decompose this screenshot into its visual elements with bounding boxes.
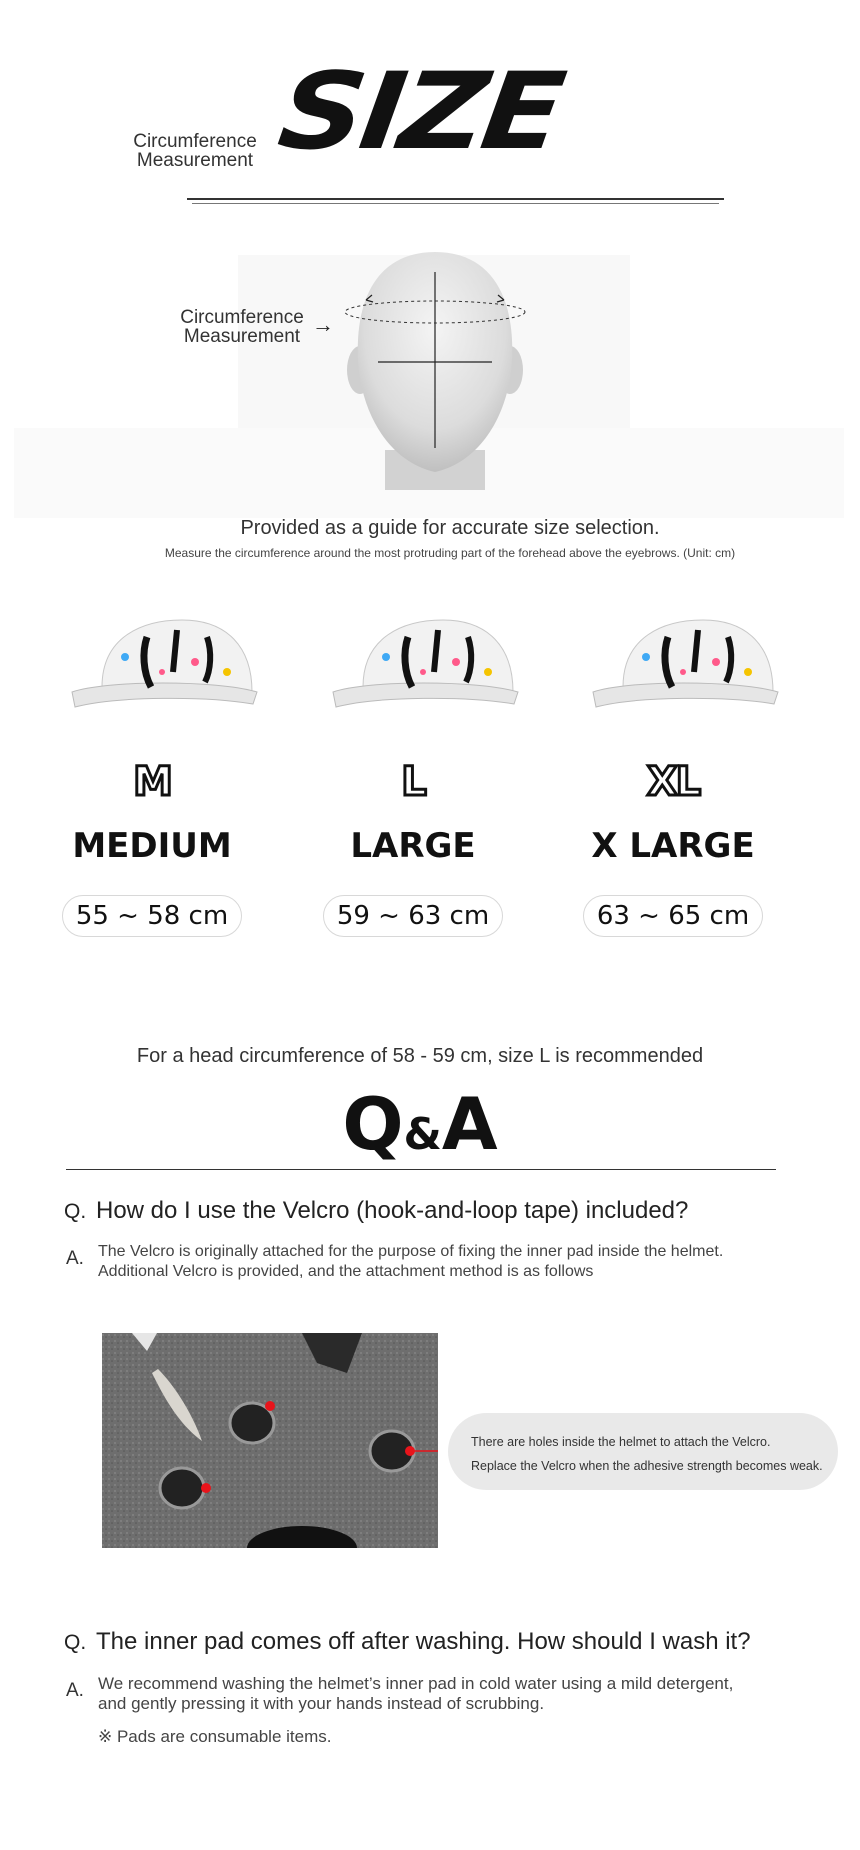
guide-instructions: Measure the circumference around the most protruding part of the forehead above the eyebrows. (Unit: cm) bbox=[164, 546, 736, 560]
helmet-image bbox=[328, 612, 528, 722]
question-1 bbox=[64, 1197, 688, 1225]
size-recommendation: For a head circumference of 58 - 59 cm, size L is recommended bbox=[136, 1045, 704, 1067]
size-name: MEDIUM bbox=[72, 826, 232, 866]
answer-mark-label: A. bbox=[66, 1248, 84, 1269]
velcro-callout: There are holes inside the helmet to attach the Velcro. Replace the Velcro when the adhesive strength becomes weak. bbox=[448, 1413, 838, 1490]
header-divider-thin bbox=[192, 203, 719, 204]
question-mark-label: Q. bbox=[64, 1200, 87, 1223]
question-text: How do I use the Velcro (hook-and-loop tape) included? bbox=[96, 1197, 689, 1224]
helmet-image bbox=[588, 612, 788, 722]
size-name: X LARGE bbox=[591, 826, 755, 866]
size-card-x-large bbox=[543, 612, 803, 937]
size-range-badge: 63 ~ 65 cm bbox=[583, 895, 763, 937]
size-range-badge: 55 ~ 58 cm bbox=[62, 895, 242, 937]
size-letter: M bbox=[133, 759, 171, 805]
helmet-image bbox=[67, 612, 267, 722]
question-mark-label: Q. bbox=[64, 1631, 87, 1654]
question-text: The inner pad comes off after washing. How should I wash it? bbox=[96, 1628, 751, 1655]
consumable-note: ※ Pads are consumable items. bbox=[98, 1727, 332, 1746]
size-letter: XL bbox=[646, 759, 700, 805]
question-2 bbox=[64, 1628, 751, 1656]
circumference-label: Circumference Measurement bbox=[180, 307, 304, 347]
header-divider bbox=[187, 198, 724, 200]
size-name: LARGE bbox=[350, 826, 476, 866]
size-range-badge: 59 ~ 63 cm bbox=[323, 895, 503, 937]
answer-1: The Velcro is originally attached for the purpose of fixing the inner pad inside the helmet. Additional Velcro is provided, and the attachment method is as follows bbox=[98, 1243, 724, 1280]
header-measurement-label: Circumference Measurement bbox=[133, 131, 257, 171]
size-card-medium bbox=[22, 612, 282, 937]
qa-divider bbox=[66, 1169, 776, 1170]
arrow-right-icon: → bbox=[312, 312, 334, 337]
page-title: SIZE bbox=[271, 49, 569, 174]
velcro-holes-photo bbox=[102, 1333, 438, 1548]
head-illustration bbox=[330, 250, 540, 490]
answer-2: We recommend washing the helmet’s inner pad in cold water using a mild detergent, and gently pressing it with your hands instead of scrubbing. bbox=[98, 1674, 734, 1713]
qa-heading: Q&A bbox=[342, 1082, 498, 1166]
size-letter: L bbox=[401, 759, 425, 805]
answer-mark-label: A. bbox=[66, 1680, 84, 1701]
guide-heading: Provided as a guide for accurate size selection. bbox=[240, 517, 660, 539]
size-card-large bbox=[283, 612, 543, 937]
